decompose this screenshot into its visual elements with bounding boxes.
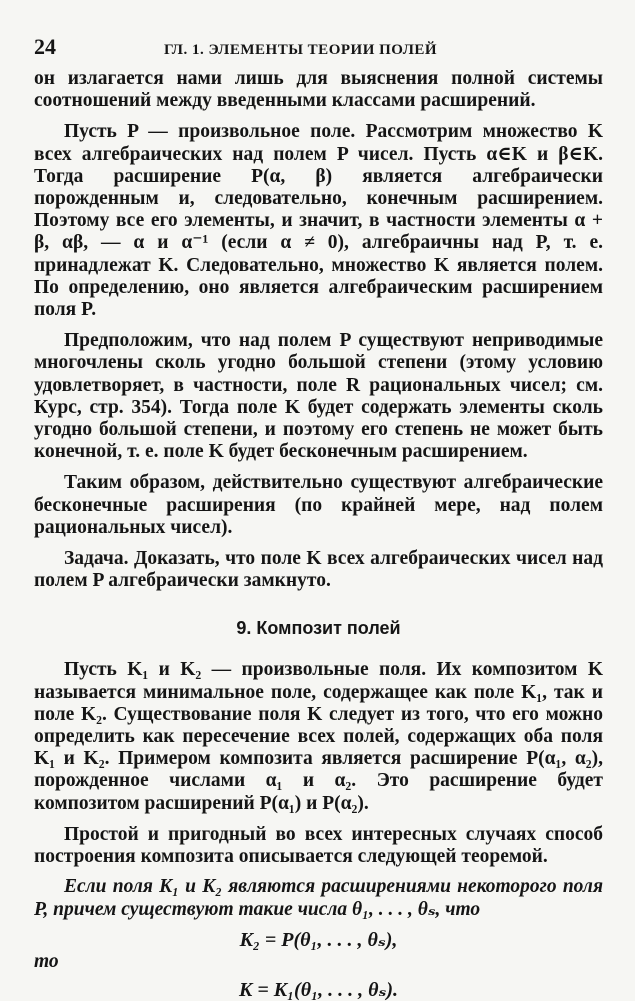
page-body bbox=[34, 68, 603, 1001]
paragraph-irreducible-polynomials: Предположим, что над полем P существуют неприводимые многочлены сколь угодно большой степени (этому условию удовлетворяет, в частности, поле R рациональных чисел; см. Курс, стр. 354). Тогда поле K будет содержать элементы сколь угодно большой степени, и поэтому его степень не может быть конечной, т. е. поле K будет бесконечным расширением. bbox=[34, 330, 603, 463]
page-number: 24 bbox=[34, 34, 56, 59]
connector-word: то bbox=[34, 950, 59, 972]
formula-k: K = K₁(θ₁, . . . , θₛ). bbox=[239, 978, 398, 1001]
paragraph-conclusion: Таким образом, действительно существуют алгебраические бесконечные расширения (по крайней мере, над полем рациональных чисел). bbox=[34, 472, 603, 538]
formula-k2: K₂ = P(θ₁, . . . , θₛ), bbox=[239, 928, 398, 951]
section-heading: 9. Композит полей bbox=[236, 618, 401, 639]
paragraph-composite-definition: Пусть K₁ и K₂ — произвольные поля. Их композитом K называется минимальное поле, содержащее как поле K₁, так и поле K₂. Существование поля K следует из того, что его можно определить как пересечение всех полей, содержащих оба поля K₁ и K₂. Примером композита является расширение P(α₁, α₂), порожденное числами α₁ и α₂. Это расширение будет композитом расширений P(α₁) и P(α₂). bbox=[34, 659, 603, 814]
paragraph-continuation: он излагается нами лишь для выяснения полной системы соотношений между введенными классами расширений. bbox=[34, 68, 603, 112]
theorem-statement: Если поля K₁ и K₂ являются расширениями некоторого поля P, причем существуют такие числа θ₁, . . . , θₛ, что bbox=[34, 876, 603, 920]
page-header bbox=[34, 34, 603, 60]
paragraph-exercise: Задача. Доказать, что поле K всех алгебраических чисел над полем P алгебраически замкнуто. bbox=[34, 548, 603, 592]
paragraph-algebraic-numbers: Пусть P — произвольное поле. Рассмотрим множество K всех алгебраических над полем P чисел. Пусть α∈K и β∈K. Тогда расширение P(α, β) является алгебраически порожденным и, следовательно, конечным расширением. Поэтому все его элементы, и значит, в частности элементы α + β, αβ, — α и α⁻¹ (если α ≠ 0), алгебраичны над P, т. е. принадлежат K. Следовательно, множество K является полем. По определению, оно является алгебраическим расширением поля P. bbox=[34, 121, 603, 321]
paragraph-construction: Простой и пригодный во всех интересных случаях способ построения композита описывается следующей теоремой. bbox=[34, 823, 603, 868]
running-title: ГЛ. 1. ЭЛЕМЕНТЫ ТЕОРИИ ПОЛЕЙ bbox=[164, 42, 438, 58]
